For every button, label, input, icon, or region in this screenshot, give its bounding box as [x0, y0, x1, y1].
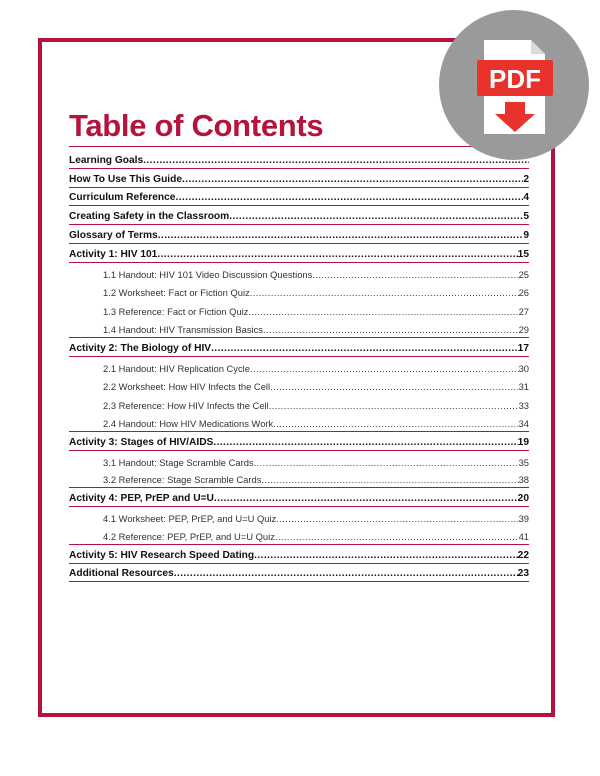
toc-entry-curriculum-reference[interactable]: Curriculum Reference ..... 4 [69, 188, 529, 207]
pdf-label: PDF [489, 64, 541, 94]
toc-entry-3-2[interactable]: 3.2 Reference: Stage Scramble Cards ..... 38 [69, 470, 529, 489]
toc-entry-2-4[interactable]: 2.4 Handout: How HIV Medications Work ..... 34 [69, 413, 529, 432]
table-of-contents [69, 150, 529, 582]
pdf-download-button[interactable] [439, 10, 589, 160]
toc-entry-activity-3[interactable]: Activity 3: Stages of HIV/AIDS ..... 19 [69, 432, 529, 451]
toc-entry-how-to-use[interactable]: How To Use This Guide ..... 2 [69, 169, 529, 188]
toc-entry-2-3[interactable]: 2.3 Reference: How HIV Infects the Cell ..... 33 [69, 394, 529, 413]
toc-entry-activity-2[interactable]: Activity 2: The Biology of HIV ..... 17 [69, 338, 529, 357]
page-title: Table of Contents [69, 108, 324, 143]
toc-entry-2-2[interactable]: 2.2 Worksheet: How HIV Infects the Cell ..... 31 [69, 376, 529, 395]
toc-entry-3-1[interactable]: 3.1 Handout: Stage Scramble Cards ..... 35 [69, 451, 529, 470]
toc-entry-learning-goals[interactable]: Learning Goals ..... [69, 150, 529, 169]
toc-entry-activity-1[interactable]: Activity 1: HIV 101 ..... 15 [69, 244, 529, 263]
toc-entry-additional-resources[interactable]: Additional Resources ..... 23 [69, 564, 529, 583]
toc-entry-1-2[interactable]: 1.2 Worksheet: Fact or Fiction Quiz ..... 26 [69, 282, 529, 301]
toc-entry-1-4[interactable]: 1.4 Handout: HIV Transmission Basics ..... 29 [69, 319, 529, 338]
toc-entry-glossary[interactable]: Glossary of Terms ..... 9 [69, 225, 529, 244]
toc-entry-1-3[interactable]: 1.3 Reference: Fact or Fiction Quiz ..... 27 [69, 300, 529, 319]
pdf-download-icon [439, 10, 589, 160]
toc-entry-activity-5[interactable]: Activity 5: HIV Research Speed Dating ..... 22 [69, 545, 529, 564]
toc-entry-1-1[interactable]: 1.1 Handout: HIV 101 Video Discussion Questions ..... 25 [69, 263, 529, 282]
toc-entry-creating-safety[interactable]: Creating Safety in the Classroom ..... 5 [69, 206, 529, 225]
toc-entry-4-2[interactable]: 4.2 Reference: PEP, PrEP, and U=U Quiz ..... 41 [69, 526, 529, 545]
toc-entry-activity-4[interactable]: Activity 4: PEP, PrEP and U=U ..... 20 [69, 488, 529, 507]
toc-entry-4-1[interactable]: 4.1 Worksheet: PEP, PrEP, and U=U Quiz ..... 39 [69, 507, 529, 526]
toc-entry-2-1[interactable]: 2.1 Handout: HIV Replication Cycle ..... 30 [69, 357, 529, 376]
